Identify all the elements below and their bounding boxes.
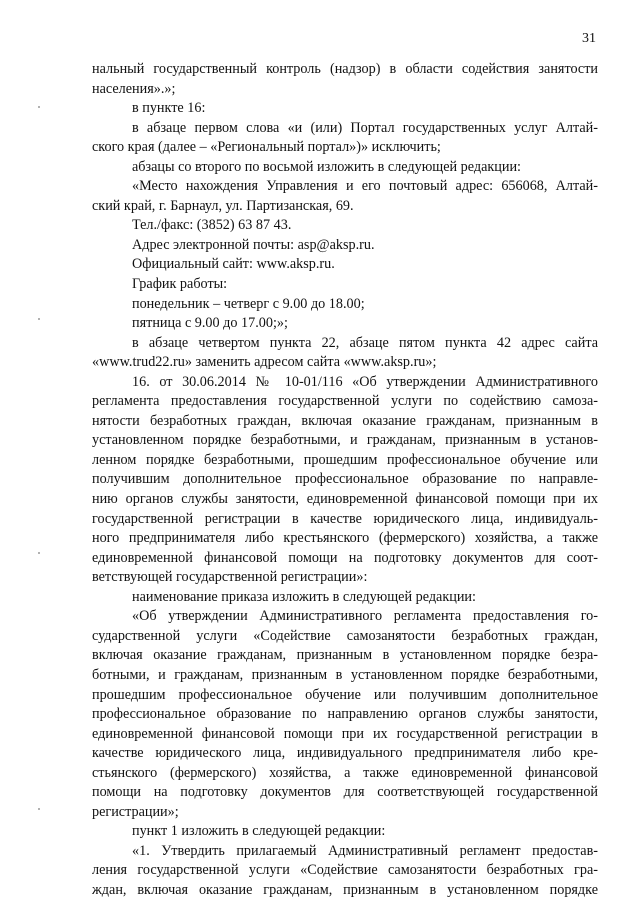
text-line: наименование приказа изложить в следующей редакции: — [132, 588, 476, 605]
text-line: стьянского (фермерского) хозяйства, а также единовременной финансовой — [92, 764, 598, 781]
text-line: регистрации»; — [92, 803, 179, 820]
text-line: в абзаце первом слова «и (или) Портал государственных услуг Алтай- — [132, 119, 598, 136]
text-line: ботными, и гражданам, признанным в установленном порядке безработными, — [92, 666, 598, 683]
text-line: ного предпринимателя либо крестьянского (фермерского) хозяйства, а также — [92, 530, 598, 547]
text-line: ления государственной услуги «Содействие самозанятости безработных гра- — [92, 862, 598, 879]
text-line: пятница с 9.00 до 17.00;»; — [132, 315, 288, 332]
text-line: государственной регистрации в качестве юридического лица, индивидуаль- — [92, 510, 598, 527]
text-line: абзацы со второго по восьмой изложить в следующей редакции: — [132, 158, 521, 175]
text-line: регламента предоставления государственной услуги по содействию самоза- — [92, 393, 598, 410]
text-line: получившим дополнительное профессиональное образование по направле- — [92, 471, 598, 488]
text-line: Адрес электронной почты: asp@aksp.ru. — [132, 236, 375, 253]
text-line: населения».»; — [92, 80, 176, 97]
text-line: пункт 1 изложить в следующей редакции: — [132, 823, 386, 840]
text-line: в абзаце четвертом пункта 22, абзаце пятом пункта 42 адрес сайта — [132, 334, 598, 351]
text-line: единовременной финансовой помощи при их государственной регистрации в — [92, 725, 598, 742]
text-line: единовременной финансовой помощи на подготовку документов для соот- — [92, 549, 598, 566]
margin-dot — [38, 318, 40, 320]
text-line: ского края (далее – «Региональный портал»)» исключить; — [92, 139, 441, 156]
margin-dot — [38, 106, 40, 108]
text-line: понедельник – четверг с 9.00 до 18.00; — [132, 295, 365, 312]
text-line: нятости безработных граждан, включая оказание гражданам, признанным в — [92, 412, 598, 429]
text-line: нальный государственный контроль (надзор) в области содействия занятости — [92, 61, 598, 77]
text-line: График работы: — [132, 276, 228, 293]
text-line: качестве юридического лица, индивидуального предпринимателя либо кре- — [92, 745, 598, 762]
text-line: «Об утверждении Административного регламента предоставления го- — [132, 608, 598, 625]
text-line: в пункте 16: — [132, 100, 206, 117]
text-line: ский край, г. Барнаул, ул. Партизанская, 69. — [92, 197, 354, 214]
text-line: профессиональное образование по направлению органов службы занятости, — [92, 706, 598, 723]
text-line: установленном порядке безработными, и гражданам, признанным в установ- — [92, 432, 598, 449]
margin-dot — [38, 808, 40, 810]
text-line: прошедшим профессиональное обучение или получившим дополнительное — [92, 686, 598, 703]
text-line: включая оказание гражданам, признанным в установленном порядке безра- — [92, 647, 598, 664]
text-line: ветствующей государственной регистрации»: — [92, 569, 368, 586]
margin-dot — [38, 552, 40, 554]
document-body — [92, 60, 598, 901]
page-number: 31 — [582, 31, 596, 46]
text-line: сударственной услуги «Содействие самозанятости безработных граждан, — [92, 627, 598, 644]
text-line: Тел./факс: (3852) 63 87 43. — [132, 217, 292, 234]
text-line: ждан, включая оказание гражданам, признанным в установленном порядке — [92, 881, 598, 898]
text-line: «1. Утвердить прилагаемый Административный регламент предостав- — [132, 842, 598, 859]
text-line: ленном порядке безработными, прошедшим профессиональное обучение или — [92, 451, 598, 468]
text-line: «Место нахождения Управления и его почтовый адрес: 656068, Алтай- — [132, 178, 598, 195]
text-line: помощи на подготовку документов для соответствующей государственной — [92, 784, 598, 801]
text-line: Официальный сайт: www.aksp.ru. — [132, 256, 335, 273]
text-line: «www.trud22.ru» заменить адресом сайта «www.aksp.ru»; — [92, 354, 437, 371]
text-line: нию органов службы занятости, единовременной финансовой помощи при их — [92, 491, 598, 508]
text-line: 16. от 30.06.2014 № 10-01/116 «Об утверждении Административного — [132, 373, 598, 390]
